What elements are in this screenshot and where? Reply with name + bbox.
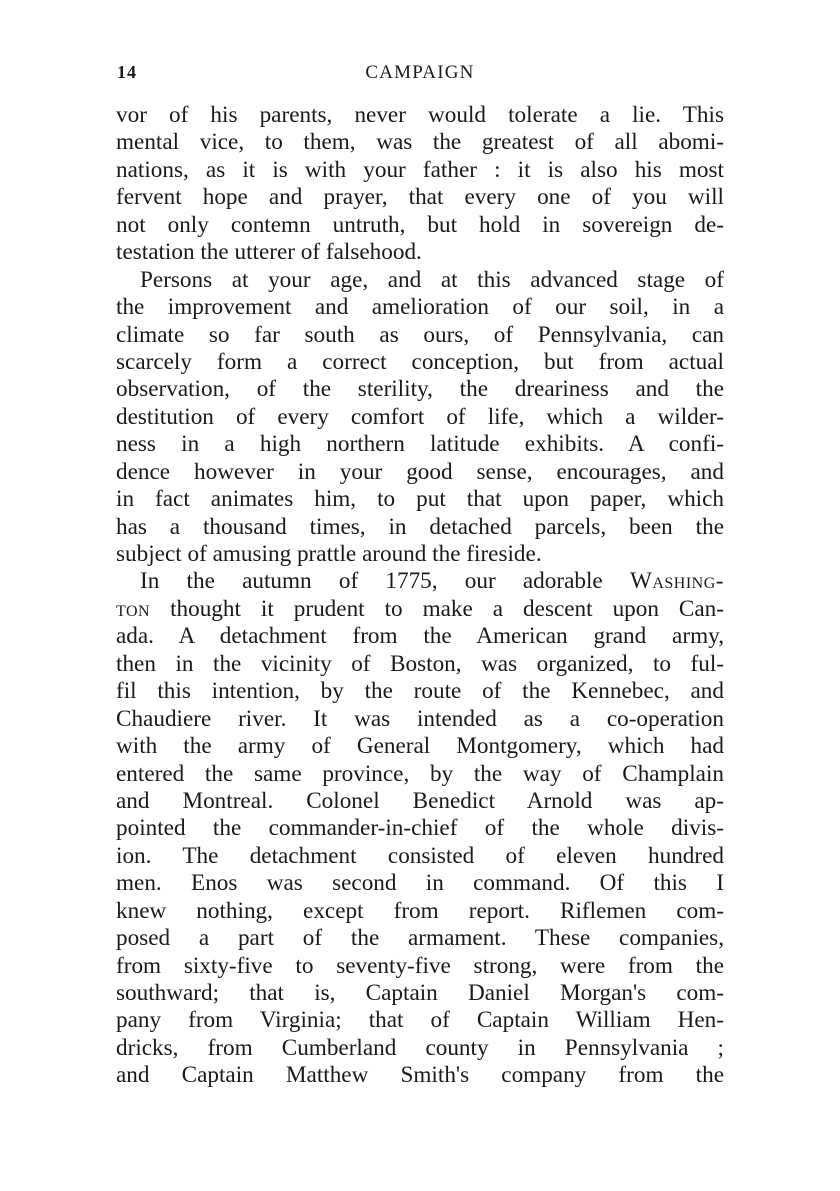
text-line: and Montreal. Colonel Benedict Arnold was ap- (116, 787, 724, 814)
text-line: not only contemn untruth, but hold in sovereign de- (116, 211, 724, 238)
text-line: vor of his parents, never would tolerate a lie. This (116, 102, 724, 128)
running-title: CAMPAIGN (365, 62, 475, 83)
text-line: with the army of General Montgomery, which had (116, 733, 724, 760)
paragraph-start-line: Persons at your age, and at this advanced stage of (140, 266, 724, 293)
text-line: observation, of the sterility, the dreariness and the (116, 376, 724, 403)
text-line: entered the same province, by the way of Champlain (116, 760, 724, 787)
text-line: dence however in your good sense, encourages, and (116, 458, 724, 485)
paragraph-start-line (116, 568, 724, 595)
text-line: southward; that is, Captain Daniel Morgan's com- (116, 980, 724, 1006)
text-line: scarcely form a correct conception, but from actual (116, 348, 724, 375)
text-line: pany from Virginia; that of Captain William Hen- (116, 1007, 724, 1034)
text-line: knew nothing, except from report. Riflemen com- (116, 897, 724, 924)
text-line: nations, as it is with your father : it is also his most (116, 156, 724, 183)
page-number: 14 (117, 62, 137, 82)
text-line: ada. A detachment from the American grand army, (116, 623, 724, 650)
running-head (116, 58, 724, 88)
line-text: thought it prudent to make a descent upon Can- (150, 595, 724, 622)
text-line: destitution of every comfort of life, which a wilder- (116, 403, 724, 430)
text-line (116, 596, 724, 623)
text-line: and Captain Matthew Smith's company from the (116, 1062, 724, 1089)
name-washington-smallcaps: Washing- (629, 568, 724, 595)
text-line: mental vice, to them, was the greatest of all abomi- (116, 129, 724, 156)
book-page (116, 58, 724, 1090)
line-text: In the autumn of 1775, our adorable (140, 568, 630, 595)
text-line: men. Enos was second in command. Of this I (116, 870, 724, 897)
text-line: dricks, from Cumberland county in Pennsylvania ; (116, 1034, 724, 1061)
text-line: then in the vicinity of Boston, was organized, to ful- (116, 650, 724, 677)
text-line: has a thousand times, in detached parcels, been the (116, 513, 724, 540)
body-text (116, 102, 724, 1090)
paragraph-end-line: testation the utterer of falsehood. (116, 239, 422, 266)
text-line: in fact animates him, to put that upon paper, which (116, 486, 724, 513)
paragraph-end-line: subject of amusing prattle around the fireside. (116, 541, 542, 567)
text-line: Chaudiere river. It was intended as a co-operation (116, 705, 724, 732)
name-washington-smallcaps-cont: ton (116, 595, 151, 622)
text-line: fervent hope and prayer, that every one of you will (116, 184, 724, 211)
text-line: fil this intention, by the route of the Kennebec, and (116, 678, 724, 705)
text-line: ion. The detachment consisted of eleven hundred (116, 842, 724, 869)
text-line: climate so far south as ours, of Pennsylvania, can (116, 321, 724, 348)
text-line: the improvement and amelioration of our soil, in a (116, 294, 724, 321)
text-line: ness in a high northern latitude exhibits. A confi- (116, 431, 724, 458)
text-line: posed a part of the armament. These companies, (116, 925, 724, 952)
text-line: pointed the commander-in-chief of the whole divis- (116, 815, 724, 842)
text-line: from sixty-five to seventy-five strong, were from the (116, 952, 724, 979)
